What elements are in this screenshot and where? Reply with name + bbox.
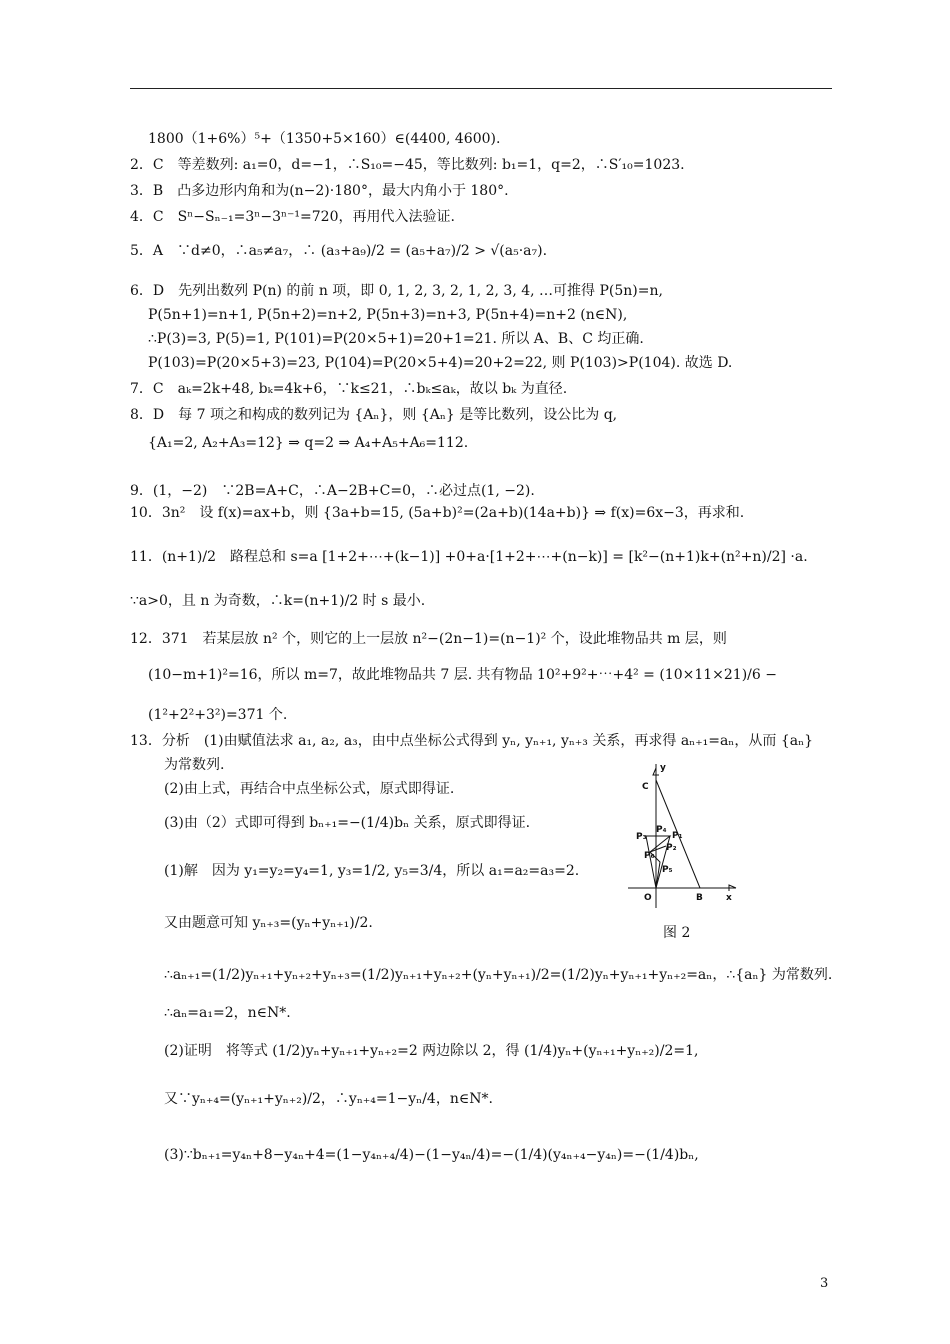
figure-caption: 图 2 — [663, 925, 691, 941]
text-line: P(5n+1)=n+1, P(5n+2)=n+2, P(5n+3)=n+3, P(5n+4)=n+2 (n∈N), — [148, 307, 628, 323]
text-line: 1800（1+6%）⁵+（1350+5×160）∈(4400, 4600). — [148, 131, 501, 147]
text-line: 8．D 每 7 项之和构成的数列记为 {Aₙ}，则 {Aₙ} 是等比数列，设公比为 q, — [130, 407, 618, 423]
text-line: 3．B 凸多边形内角和为(n−2)·180°，最大内角小于 180°. — [130, 183, 509, 199]
page-number: 3 — [820, 1276, 829, 1291]
point-c-label: C — [642, 782, 649, 792]
text-line: 6．D 先列出数列 P(n) 的前 n 项，即 0, 1, 2, 3, 2, 1, 2, 3, 4, …可推得 P(5n)=n, — [130, 283, 663, 299]
text-line: 5．A ∵d≠0，∴a₅≠a₇，∴ (a₃+a₉)/2 = (a₅+a₇)/2 > √(a₅·a₇). — [130, 243, 548, 259]
text-line: 又由题意可知 yₙ₊₃=(yₙ+yₙ₊₁)/2. — [164, 915, 373, 931]
y-axis-label: y — [660, 763, 666, 773]
text-line: 7．C aₖ=2k+48, bₖ=4k+6，∵k≤21，∴bₖ≤aₖ，故以 bₖ 为直径. — [130, 381, 568, 397]
point-p6-label: P₆ — [644, 851, 655, 861]
text-line: ∴aₙ₊₁=(1/2)yₙ₊₁+yₙ₊₂+yₙ₊₃=(1/2)yₙ₊₁+yₙ₊₂+(yₙ+yₙ₊₁)/2=(1/2)yₙ+yₙ₊₁+yₙ₊₂=aₙ，∴{aₙ} 为常数列. — [164, 967, 833, 983]
coordinate-figure — [622, 760, 740, 910]
text-line: 12．371 若某层放 n² 个，则它的上一层放 n²−(2n−1)=(n−1)² 个，设此堆物品共 m 层，则 — [130, 631, 727, 647]
x-axis-label: x — [726, 893, 732, 903]
text-line: 9．(1，−2) ∵2B=A+C，∴A−2B+C=0，∴必过点(1, −2). — [130, 483, 535, 499]
text-line: (1)解 因为 y₁=y₂=y₄=1, y₃=1/2, y₅=3/4，所以 a₁=a₂=a₃=2. — [164, 863, 580, 879]
text-line: {A₁=2, A₂+A₃=12} ⇒ q=2 ⇒ A₄+A₅+A₆=112. — [148, 435, 469, 451]
text-line: 为常数列. — [164, 757, 225, 773]
text-line: 11．(n+1)/2 路程总和 s=a [1+2+⋯+(k−1)] +0+a·[1+2+⋯+(n−k)] = [k²−(n+1)k+(n²+n)/2] ·a. — [130, 549, 808, 565]
point-p1-label: P₁ — [672, 831, 683, 841]
text-line: 又∵yₙ₊₄=(yₙ₊₁+yₙ₊₂)/2，∴yₙ₊₄=1−yₙ/4，n∈N*. — [164, 1091, 493, 1107]
origin-label: O — [644, 893, 652, 903]
text-line: 13．分析 (1)由赋值法求 a₁, a₂, a₃，由中点坐标公式得到 yₙ, yₙ₊₁, yₙ₊₃ 关系，再求得 aₙ₊₁=aₙ，从而 {aₙ} — [130, 733, 814, 749]
text-line: (3)∵bₙ₊₁=y₄ₙ+8−y₄ₙ+4=(1−y₄ₙ₊₄/4)−(1−y₄ₙ/4)=−(1/4)(y₄ₙ₊₄−y₄ₙ)=−(1/4)bₙ, — [164, 1147, 699, 1163]
point-p3-label: P₃ — [636, 832, 647, 842]
point-b-label: B — [696, 893, 703, 903]
text-line: (10−m+1)²=16，所以 m=7，故此堆物品共 7 层. 共有物品 10²+9²+⋯+4² = (10×11×21)/6 − — [148, 667, 777, 683]
text-line: ∴P(3)=3, P(5)=1, P(101)=P(20×5+1)=20+1=21. 所以 A、B、C 均正确. — [148, 331, 644, 347]
point-p4-label: P₄ — [656, 825, 667, 835]
text-line: ∵a>0，且 n 为奇数，∴k=(n+1)/2 时 s 最小. — [130, 593, 426, 609]
text-line: ∴aₙ=a₁=2，n∈N*. — [164, 1005, 291, 1021]
point-p5-label: P₅ — [662, 865, 673, 875]
point-p2-label: P₂ — [666, 843, 677, 853]
text-line: 10．3n² 设 f(x)=ax+b，则 {3a+b=15, (5a+b)²=(2a+b)(14a+b)} ⇒ f(x)=6x−3，再求和. — [130, 505, 745, 521]
text-line: (2)由上式，再结合中点坐标公式，原式即得证. — [164, 781, 455, 797]
text-line: (3)由（2）式即可得到 bₙ₊₁=−(1/4)bₙ 关系，原式即得证. — [164, 815, 531, 831]
header-rule — [130, 88, 832, 89]
text-line: 2．C 等差数列: a₁=0，d=−1，∴S₁₀=−45，等比数列: b₁=1，q=2，∴S′₁₀=1023. — [130, 157, 685, 173]
text-line: (2)证明 将等式 (1/2)yₙ+yₙ₊₁+yₙ₊₂=2 两边除以 2，得 (1/4)yₙ+(yₙ₊₁+yₙ₊₂)/2=1, — [164, 1043, 699, 1059]
text-line: (1²+2²+3²)=371 个. — [148, 707, 288, 723]
text-line: 4．C Sⁿ−Sₙ₋₁=3ⁿ−3ⁿ⁻¹=720，再用代入法验证. — [130, 209, 455, 225]
text-line: P(103)=P(20×5+3)=23, P(104)=P(20×5+4)=20+2=22, 则 P(103)>P(104). 故选 D. — [148, 355, 733, 371]
